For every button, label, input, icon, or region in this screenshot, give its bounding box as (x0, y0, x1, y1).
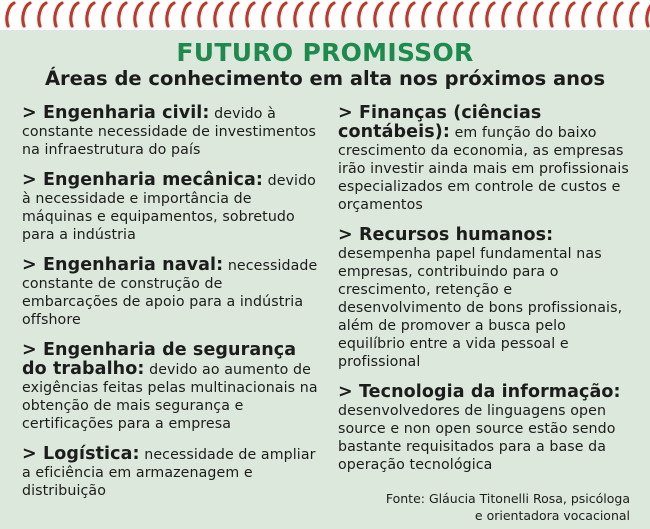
item-heading: Engenharia civil: (42, 103, 210, 123)
item-text: devido à necessidade e importância de máquinas e equipamentos, sobretudo para a indústria (22, 173, 316, 243)
item-text: devido à constante necessidade de investimentos na infraestrutura do país (22, 106, 317, 158)
list-item (22, 256, 320, 329)
item-heading: Engenharia naval: (42, 255, 224, 275)
item-text: necessidade constante de construção de embarcações de apoio para a indústria offshore (22, 258, 318, 328)
item-text: em função do baixo crescimento da economia, as empresas irão investir ainda mais em profissionais especializados em controle de custos e orçamentos (338, 125, 629, 213)
item-heading: Logística: (42, 444, 140, 464)
bullet-arrow-icon: > (22, 170, 43, 190)
bullet-arrow-icon: > (22, 444, 43, 464)
bullet-arrow-icon: > (22, 103, 43, 123)
page-title: FUTURO PROMISSOR (176, 38, 474, 67)
list-item (338, 383, 630, 474)
left-column (22, 104, 320, 512)
item-heading: Tecnologia da informação: (358, 382, 621, 402)
bullet-arrow-icon: > (338, 382, 359, 402)
item-heading: Engenharia mecânica: (42, 170, 263, 190)
list-item (22, 171, 320, 244)
list-item (338, 104, 630, 214)
item-heading: Finanças (ciências contábeis): (338, 103, 542, 142)
source-credit (386, 490, 630, 524)
item-heading: Recursos humanos: (358, 225, 554, 245)
source-line: e orientadora vocacional (474, 508, 630, 523)
item-text: necessidade de ampliar a eficiência em armazenagem e distribuição (22, 447, 316, 499)
source-line: Fonte: Gláucia Titonelli Rosa, psicóloga (385, 491, 630, 506)
page-subtitle: Áreas de conhecimento em alta nos próximos anos (44, 67, 606, 90)
bullet-arrow-icon: > (338, 103, 359, 123)
item-text: desempenha papel fundamental nas empresas, contribuindo para o crescimento, retenção e desenvolvimento de bons profissionais, além de promover a busca pelo equilíbrio entre a vida pessoal e profissional (338, 246, 623, 370)
item-text: devido ao aumento de exigências feitas pelas multinacionais na obtenção de mais segurança e certificações para a empresa (22, 362, 318, 432)
bullet-arrow-icon: > (338, 225, 359, 245)
bullet-arrow-icon: > (22, 340, 43, 360)
item-heading: Engenharia de segurança do trabalho: (22, 340, 297, 379)
list-item (338, 226, 630, 371)
bullet-arrow-icon: > (22, 255, 43, 275)
list-item (22, 445, 320, 500)
spiral-binding (0, 0, 650, 30)
list-item (22, 341, 320, 433)
list-item (22, 104, 320, 159)
right-column (338, 104, 630, 486)
item-text: desenvolvedores de linguagens open source e non open source estão sendo bastante requisitados para a base da operação tecnológica (338, 403, 616, 473)
